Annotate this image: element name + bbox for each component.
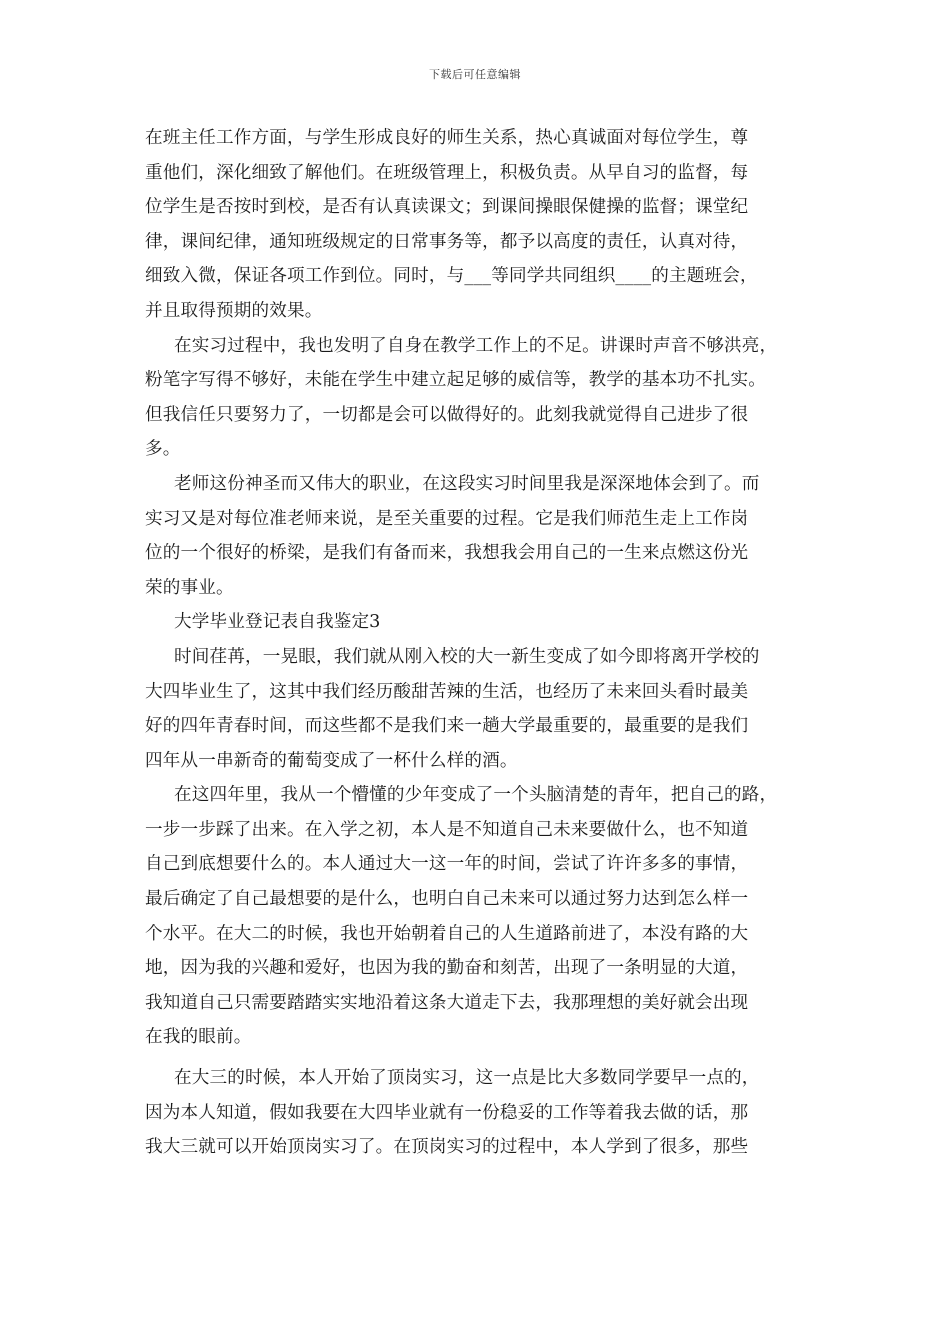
text-line: 重他们，深化细致了解他们。在班级管理上，积极负责。从早自习的监督，每 <box>145 162 749 183</box>
document-body <box>145 121 810 1165</box>
text-line: 律，课间纪律，通知班级规定的日常事务等，都予以高度的责任，认真对待， <box>145 231 749 252</box>
text-line: 细致入微，保证各项工作到位。同时，与___等同学共同组织____的主题班会， <box>145 266 758 287</box>
page-header: 下载后可任意编辑 <box>429 68 521 81</box>
text-line: 多。 <box>145 439 181 460</box>
text-line: 大四毕业生了，这其中我们经历酸甜苦辣的生活，也经历了未来回头看时最美 <box>145 681 749 702</box>
text-line: 我知道自己只需要踏踏实实地沿着这条大道走下去，我那理想的美好就会出现 <box>145 992 749 1013</box>
paragraph-first-line: 在实习过程中，我也发明了自身在教学工作上的不足。讲课时声音不够洪亮， <box>174 335 778 356</box>
text-line: 实习又是对每位准老师来说，是至关重要的过程。它是我们师范生走上工作岗 <box>145 508 749 529</box>
text-line: 位学生是否按时到校，是否有认真读课文；到课间操眼保健操的监督；课堂纪 <box>145 197 749 218</box>
text-line: 自己到底想要什么的。本人通过大一这一年的时间，尝试了许许多多的事情， <box>145 854 749 875</box>
text-line: 位的一个很好的桥梁，是我们有备而来，我想我会用自己的一生来点燃这份光 <box>145 543 749 564</box>
paragraph-first-line: 在这四年里，我从一个懵懂的少年变成了一个头脑清楚的青年，把自己的路， <box>174 785 778 806</box>
text-line: 我大三就可以开始顶岗实习了。在顶岗实习的过程中，本人学到了很多，那些 <box>145 1137 749 1158</box>
text-line: 一步一步踩了出来。在入学之初，本人是不知道自己未来要做什么，也不知道 <box>145 819 749 840</box>
text-line: 四年从一串新奇的葡萄变成了一杯什么样的酒。 <box>145 750 518 771</box>
text-line: 荣的事业。 <box>145 577 234 598</box>
paragraph-first-line: 在大三的时候，本人开始了顶岗实习，这一点是比大多数同学要早一点的， <box>174 1068 760 1089</box>
paragraph-first-line: 老师这份神圣而又伟大的职业，在这段实习时间里我是深深地体会到了。而 <box>174 473 760 494</box>
text-line: 地，因为我的兴趣和爱好，也因为我的勤奋和刻苦，出现了一条明显的大道， <box>145 958 749 979</box>
text-line: 个水平。在大二的时候，我也开始朝着自己的人生道路前进了，本没有路的大 <box>145 923 749 944</box>
text-line: 并且取得预期的效果。 <box>145 300 323 321</box>
text-line: 但我信任只要努力了，一切都是会可以做得好的。此刻我就觉得自己进步了很 <box>145 404 749 425</box>
text-line: 在班主任工作方面，与学生形成良好的师生关系，热心真诚面对每位学生，尊 <box>145 128 749 148</box>
text-line: 最后确定了自己最想要的是什么，也明白自己未来可以通过努力达到怎么样一 <box>145 889 749 910</box>
text-line: 因为本人知道，假如我要在大四毕业就有一份稳妥的工作等着我去做的话，那 <box>145 1102 749 1123</box>
text-line: 在我的眼前。 <box>145 1027 252 1048</box>
paragraph-first-line: 时间荏苒，一晃眼，我们就从刚入校的大一新生变成了如今即将离开学校的 <box>174 646 760 667</box>
section-heading: 大学毕业登记表自我鉴定3 <box>174 612 381 633</box>
text-line: 粉笔字写得不够好，未能在学生中建立起足够的威信等，教学的基本功不扎实。 <box>145 370 767 391</box>
text-line: 好的四年青春时间，而这些都不是我们来一趟大学最重要的，最重要的是我们 <box>145 716 749 737</box>
